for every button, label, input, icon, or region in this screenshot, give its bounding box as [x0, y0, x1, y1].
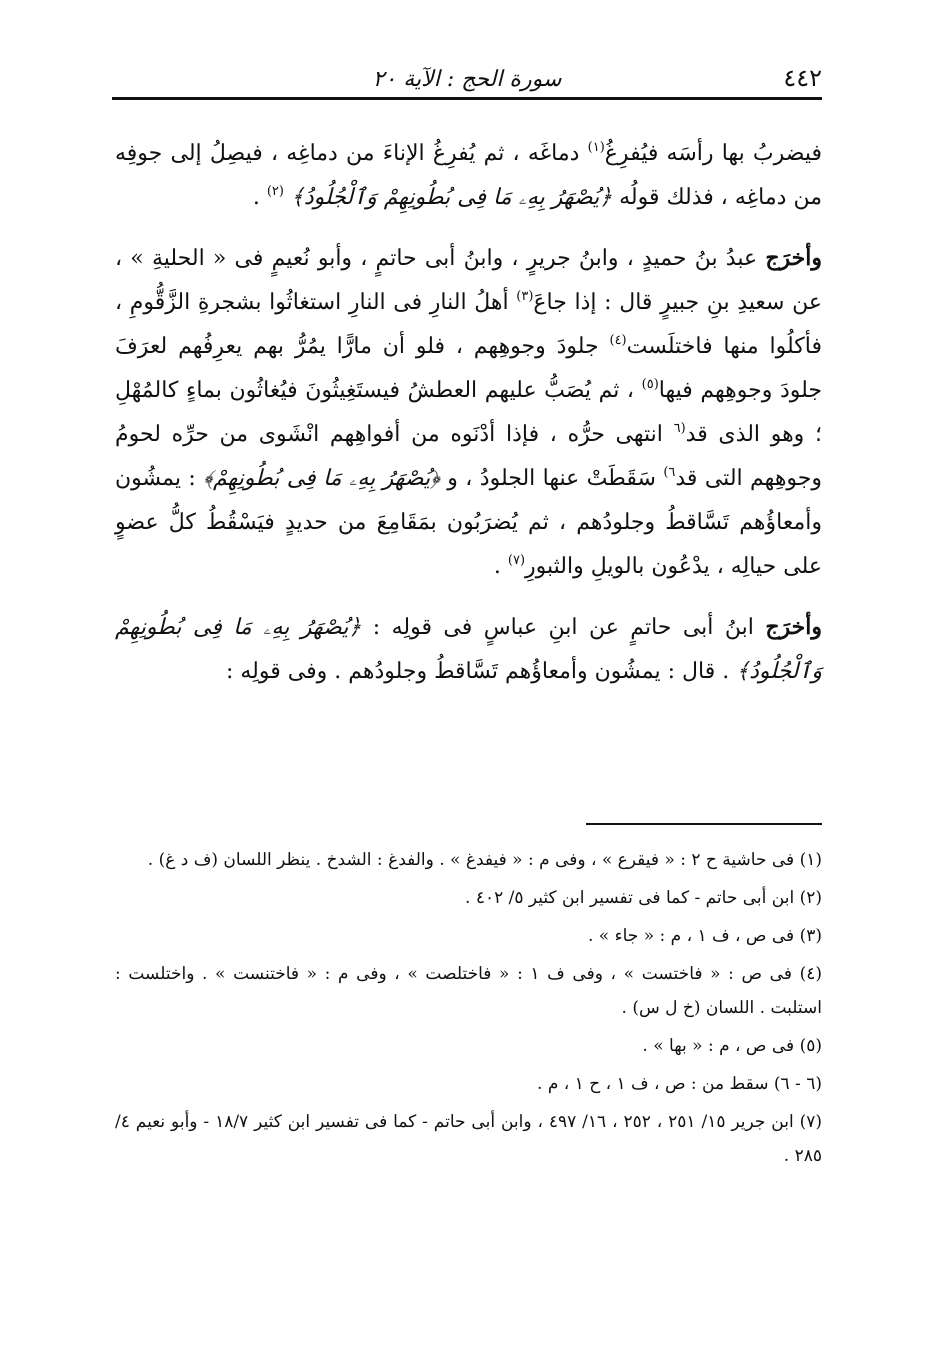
text-run: جلودَ وجوهِهم ، فلو أن مارًّا يمُرُّ بهم يعرِفُهم لعرَفَ جلودَ وجوهِهم فيها: [115, 334, 822, 403]
footnote-ref: (٢): [266, 184, 284, 199]
text-run: انتهى حرُّه ، فإذا أدْنَوه من أفواهِهم انْشَوى من حرِّه لحومُ وجوهِهم التى قد: [115, 422, 823, 491]
footnote-rule: [586, 823, 822, 825]
footnotes: [115, 843, 822, 1177]
footnote: (٦ - ٦) سقط من : ص ، ف ١ ، ح ١ ، م .: [537, 1074, 822, 1094]
paragraph-lead: وأخرَج: [765, 245, 822, 271]
text-run: فيضربُ بها رأسَه فيُفرِغُ: [604, 141, 822, 166]
footnote: (٣) فى ص ، ف ١ ، م : « جاء » .: [588, 926, 822, 946]
paragraph-1: [115, 132, 822, 220]
text-run: ابنُ أبى حاتمٍ عن ابنِ عباسٍ فى قولِه :: [361, 615, 766, 640]
footnote: (١) فى حاشية ح ٢ : « فيقرع » ، وفى م : « فيفدغ » . والفدغ : الشدخ . ينظر اللسان (ف د غ) .: [147, 850, 822, 870]
quran-verse: ﴿يُصْهَرُ بِهِۦ مَا فِى بُطُونِهِمْ وَٱلْجُلُودُ﴾: [115, 615, 822, 684]
quran-verse: ﴿يُصْهَرُ بِهِۦ مَا فِى بُطُونِهِمْ﴾: [203, 466, 440, 491]
text-run: سَقَطَتْ عنها الجلودُ ، و: [439, 466, 664, 491]
quran-verse: ﴿يُصْهَرُ بِهِۦ مَا فِى بُطُونِهِمْ وَٱلْجُلُودُ﴾: [290, 185, 613, 210]
footnote: (٥) فى ص ، م : « بها » .: [642, 1036, 822, 1056]
paragraph-lead: وأخرَج: [765, 614, 822, 640]
text-run: .: [493, 554, 508, 579]
footnote: (٧) ابن جرير ١٥/ ٢٥١ ، ٢٥٢ ، ١٦/ ٤٩٧ ، وابن أبى حاتم - كما فى تفسير ابن كثير ١٨/٧ - وأبو نعيم ٤/ ٢٨٥ .: [115, 1112, 823, 1166]
footnote-ref: ٦): [663, 465, 676, 480]
paragraph-3: [115, 605, 822, 694]
text-run: . قال : يمشُون وأمعاؤُهم تَسَّاقطُ وجلودُهم . وفى قولِه :: [225, 659, 737, 684]
running-title: سورة الحج : الآية ٢٠: [372, 67, 562, 92]
text-run: أهلُ النارِ فى النارِ استغاثُوا بشجرةِ الزَّقُّومِ ، فأكلُوا منها فاختلَست: [115, 290, 822, 359]
text-run: .: [252, 185, 267, 210]
footnote-ref: (٣): [516, 289, 534, 304]
page-header: [112, 52, 822, 92]
footnote-ref: (٧): [507, 553, 526, 568]
header-rule: [112, 97, 822, 100]
footnote: (٤) فى ص : « فاختست » ، وفى ف ١ : « فاختلصت » ، وفى م : « فاختنست » . واختلست : استلبت . اللسان (خ ل س) .: [115, 964, 822, 1018]
footnote: (٢) ابن أبى حاتم - كما فى تفسير ابن كثير ٥/ ٤٠٢ .: [465, 888, 822, 908]
text-run: عبدُ بنُ حميدٍ ، وابنُ جريرٍ ، وابنُ أبى حاتمٍ ، وأبو نُعيمٍ فى « الحليةِ » ، عن سعيدِ بنِ جبيرٍ قال : إذا جاعَ: [115, 246, 823, 315]
text-run: ، ثم يُصَبُّ عليهم العطشُ فيستَغِيثُونَ فيُغاثُون بماءٍ كالمُهْلِ ؛ وهو الذى قد: [115, 378, 822, 447]
footnote-ref: (٥): [641, 377, 659, 392]
paragraph-2: [115, 236, 822, 589]
page-number: ٤٤٢: [783, 64, 822, 92]
footnote-ref: (٤): [609, 333, 627, 348]
main-text: [115, 132, 822, 710]
text-run: : يمشُون وأمعاؤُهم تَسَّاقطُ وجلودُهم ، ثم يُضرَبُون بمَقَامِعَ من حديدٍ فيَسْقُطُ كلُّ عضوٍ على حيالِه ، يدْعُون بالويلِ والثبورِ: [115, 466, 822, 579]
footnote-ref: (٦: [673, 421, 686, 436]
text-run: دماغَه ، ثم يُفرِغُ الإناءَ من دماغِه ، فيصِلُ إلى جوفِه من دماغِه ، فذلك قولُه: [115, 141, 822, 210]
footnote-ref: (١): [587, 140, 605, 155]
